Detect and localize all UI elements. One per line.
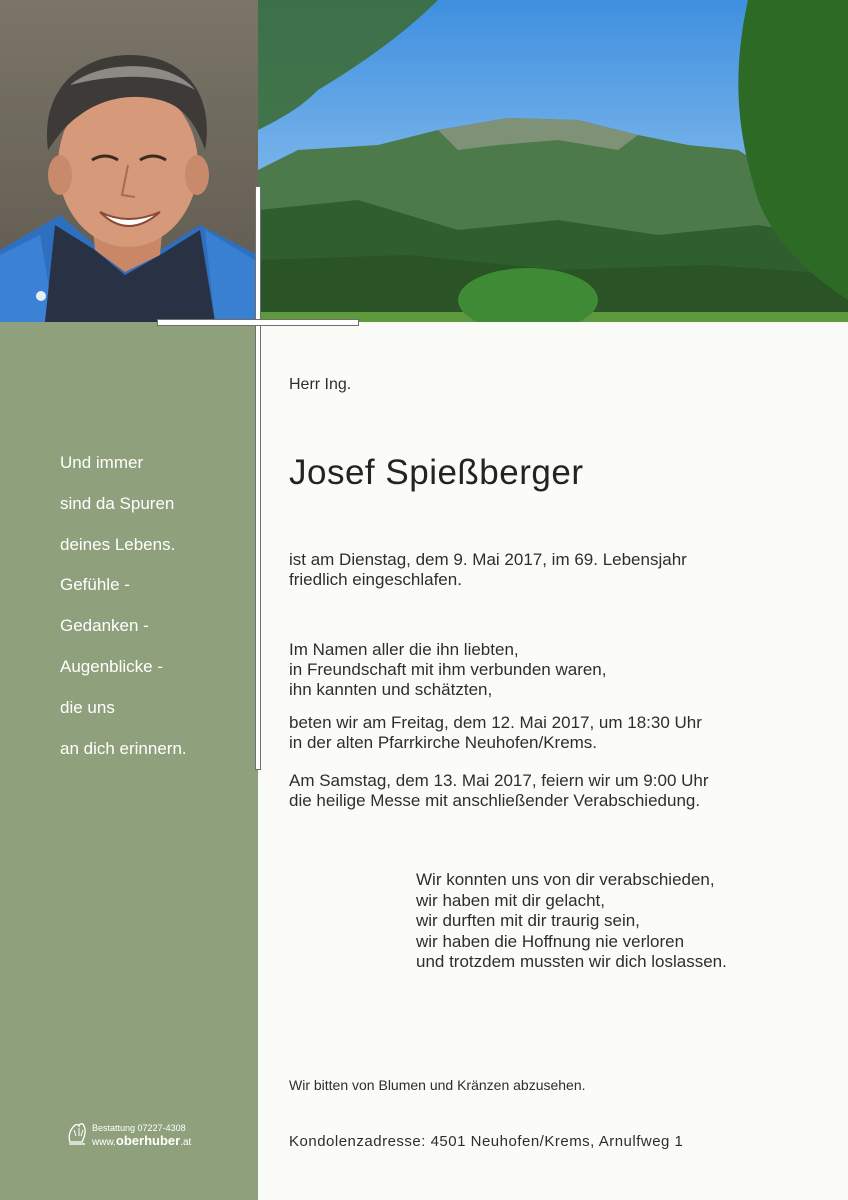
poem-line: die uns [60, 697, 115, 717]
cross-horizontal-bar [157, 319, 359, 326]
logo-label: Bestattung [92, 1123, 136, 1133]
sidebar-poem [60, 450, 250, 776]
text-line: beten wir am Freitag, dem 12. Mai 2017, um 18:30 Uhr [289, 713, 702, 732]
flowers-note: Wir bitten von Blumen und Kränzen abzusehen. [289, 1077, 586, 1093]
text-line: ist am Dienstag, dem 9. Mai 2017, im 69. Lebensjahr [289, 550, 687, 569]
logo-line-2 [92, 1133, 191, 1148]
title-prefix: Herr Ing. [289, 376, 352, 393]
portrait-photo [0, 0, 258, 322]
poem-line: Wir konnten uns von dir verabschieden, [416, 870, 715, 889]
landscape-illustration [258, 0, 848, 322]
logo-url-suffix: .at [180, 1137, 192, 1148]
poem-line: wir haben die Hoffnung nie verloren [416, 931, 685, 951]
cross-vertical-bar [255, 186, 261, 770]
poem-line: wir durften mit dir traurig sein, [416, 911, 640, 930]
poem-line: Gedanken - [60, 616, 149, 636]
poem-line: und trotzdem mussten wir dich loslassen. [416, 952, 727, 971]
text-line: die heilige Messe mit anschließender Verabschiedung. [289, 791, 701, 810]
farewell-poem [416, 870, 727, 973]
intro-paragraph [289, 640, 607, 700]
condolence-address: Kondolenzadresse: 4501 Neuhofen/Krems, Arnulfweg 1 [289, 1133, 684, 1150]
death-notice [289, 550, 687, 590]
poem-line: an dich erinnern. [60, 738, 187, 758]
logo-line-1 [92, 1123, 186, 1133]
mass-paragraph [289, 771, 709, 811]
hands-logo-icon [66, 1120, 88, 1148]
mountain-landscape-photo [258, 0, 848, 322]
text-line: Im Namen aller die ihn liebten, [289, 640, 519, 659]
funeral-home-logo [66, 1120, 196, 1152]
poem-line: deines Lebens. [60, 534, 176, 554]
deceased-name: Josef Spießberger [289, 453, 584, 492]
logo-brand: oberhuber [115, 1133, 181, 1148]
text-line: Am Samstag, dem 13. Mai 2017, feiern wir um 9:00 Uhr [289, 771, 709, 790]
text-line: in Freundschaft mit ihm verbunden waren, [289, 660, 607, 679]
text-line: in der alten Pfarrkirche Neuhofen/Krems. [289, 733, 598, 752]
text-line: friedlich eingeschlafen. [289, 570, 462, 589]
poem-line: Gefühle - [60, 575, 130, 595]
poem-line: Augenblicke - [60, 656, 164, 676]
logo-phone: 07227-4308 [137, 1123, 186, 1133]
poem-line: Und immer [60, 453, 144, 472]
portrait-illustration [0, 0, 258, 322]
text-line: ihn kannten und schätzten, [289, 680, 493, 699]
poem-line: sind da Spuren [60, 493, 175, 513]
prayer-paragraph [289, 713, 702, 753]
logo-url-prefix: www. [92, 1137, 116, 1148]
poem-line: wir haben mit dir gelacht, [416, 890, 605, 910]
